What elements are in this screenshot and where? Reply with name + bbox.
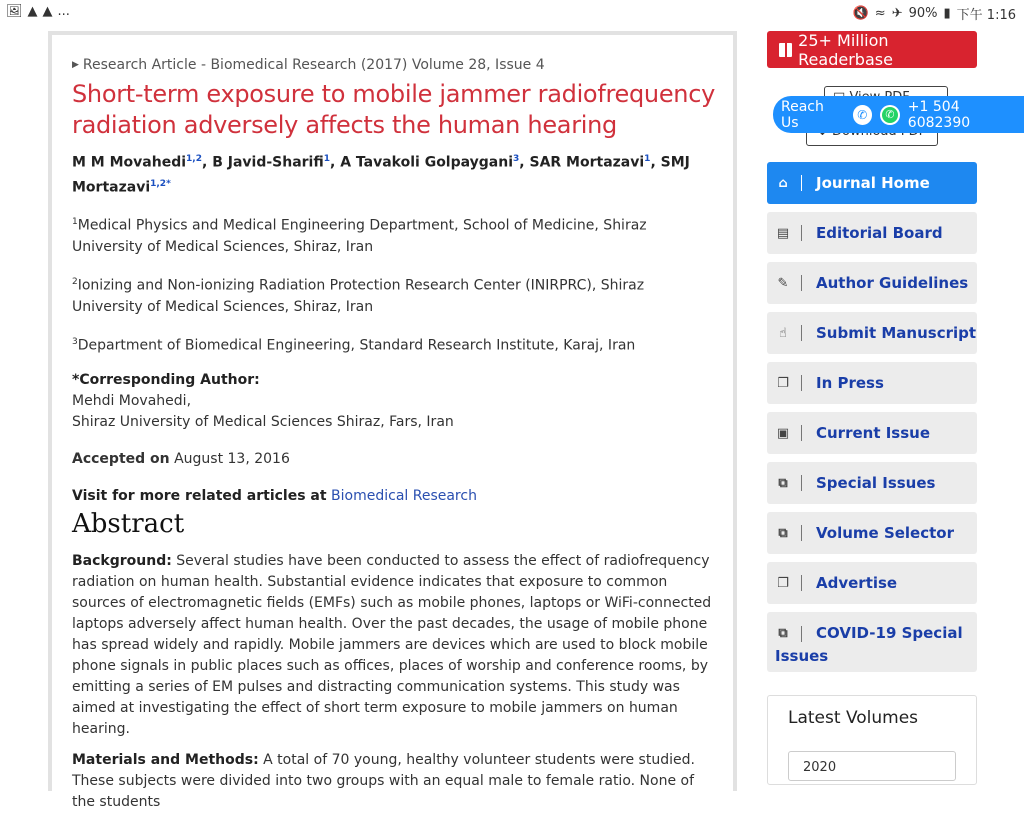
affiliation	[72, 272, 715, 318]
article-content	[72, 57, 715, 813]
status-bar	[0, 0, 1024, 24]
app-notification-icon: ▲	[42, 4, 53, 19]
affiliation-text: Ionizing and Non-ionizing Radiation Protection Research Center (INIRPRC), Shiraz University of Medical Sciences, Shiraz, Iran	[72, 277, 645, 315]
corresponding-author	[72, 370, 715, 433]
mute-icon: 🔇	[852, 6, 869, 21]
airplane-icon: ✈	[891, 6, 903, 21]
accepted-value: August 13, 2016	[174, 451, 290, 468]
reach-us-label: Reach Us	[781, 98, 824, 131]
app-notification-icon: ▲	[27, 4, 38, 19]
clone-icon: ⧉	[778, 475, 788, 491]
nav-separator	[801, 626, 802, 642]
home-icon: ⌂	[778, 175, 788, 191]
methods-text: A total of 70 young, healthy volunteer students were studied. These subjects were divided into two groups with an equal male to female ratio. None of the students	[72, 752, 695, 811]
article-card	[48, 31, 737, 811]
nav-separator	[801, 575, 802, 591]
corresponding-label: *Corresponding Author:	[72, 372, 260, 389]
author-name: M M Movahedi	[72, 154, 187, 171]
readerbase-label: 25+ Million Readerbase	[798, 30, 893, 69]
nav-covid-special-issues[interactable]	[767, 612, 977, 672]
battery-level: 90%	[908, 6, 938, 21]
nav-separator	[801, 525, 802, 541]
accepted-label: Accepted on	[72, 451, 170, 468]
affiliation-text: Department of Biomedical Engineering, Standard Research Institute, Karaj, Iran	[77, 337, 636, 354]
id-card-icon: ▤	[776, 225, 790, 241]
latest-volumes-heading: Latest Volumes	[788, 708, 919, 728]
nav-separator	[801, 275, 802, 291]
affiliation-text: Medical Physics and Medical Engineering Department, School of Medicine, Shiraz University of Medical Sciences, Shiraz, Iran	[72, 217, 647, 255]
phone-icon[interactable]: ✆	[853, 105, 873, 125]
nav-label: Special Issues	[816, 474, 936, 492]
corresponding-address: Shiraz University of Medical Sciences Shiraz, Fars, Iran	[72, 414, 454, 431]
clone-icon: ⧉	[778, 525, 788, 541]
hand-pointer-icon: ☝	[779, 325, 787, 341]
author-name: B Javid-Sharifi	[212, 154, 324, 171]
nav-separator	[801, 225, 802, 241]
phone-number[interactable]: +1 504 6082390	[907, 98, 971, 131]
author-affiliation-ref: 1	[644, 154, 651, 164]
nav-advertise[interactable]	[767, 562, 977, 604]
battery-icon: ▮	[943, 6, 951, 21]
affiliation-number: 2	[72, 276, 78, 287]
affiliation-number: 3	[72, 336, 78, 347]
nav-separator	[801, 375, 802, 391]
abstract-heading: Abstract	[72, 509, 185, 540]
journal-nav	[767, 162, 977, 680]
author-affiliation-ref: 1,2	[186, 154, 202, 164]
breadcrumb	[72, 57, 715, 73]
methods-label: Materials and Methods:	[72, 752, 259, 769]
nav-separator	[801, 325, 802, 341]
gift-icon	[779, 43, 792, 57]
nav-journal-home[interactable]	[767, 162, 977, 204]
volume-select[interactable]: 2020	[788, 751, 956, 781]
author-name: SAR Mortazavi	[529, 154, 645, 171]
copy-icon: ❐	[777, 575, 789, 591]
nav-editorial-board[interactable]	[767, 212, 977, 254]
accepted-date	[72, 449, 715, 470]
nav-volume-selector[interactable]	[767, 512, 977, 554]
nav-label: Journal Home	[816, 174, 930, 192]
author-list: M M Movahedi$^{1,2}$, B Javid-Sharifi$^1$, A Tavakoli Golpaygani$^3$, SAR Mortazavi$^1$, SMJ Mortazavi$^{1,2*}$	[72, 154, 690, 196]
system-status	[853, 4, 1016, 23]
latest-volumes-panel	[767, 695, 977, 785]
affiliation-number: 1	[72, 217, 78, 228]
nav-label: In Press	[816, 374, 884, 392]
corresponding-name: Mehdi Movahedi,	[72, 393, 192, 410]
visit-label: Visit for more related articles at	[72, 488, 327, 505]
nav-label: Submit Manuscript	[816, 324, 977, 342]
author-affiliation-ref: 1	[323, 154, 330, 164]
nav-label: Author Guidelines	[816, 274, 969, 292]
author-affiliation-ref: 3	[513, 154, 520, 164]
related-articles	[72, 486, 715, 507]
breadcrumb-text[interactable]: Research Article - Biomedical Research (2017) Volume 28, Issue 4	[82, 57, 545, 73]
abstract-methods	[72, 750, 715, 813]
nav-label: COVID-19 Special Issues	[775, 624, 963, 665]
wifi-icon: ≈	[874, 6, 886, 21]
nav-label: Editorial Board	[816, 224, 943, 242]
nav-author-guidelines[interactable]	[767, 262, 977, 304]
background-text: Several studies have been conducted to assess the effect of radiofrequency radiation on human health. Substantial evidence indicates that exposure to common sources of electromagnetic fields (EMFs) such as mobile phones, laptops or WiFi-connected laptops adversely affect human health. Over the past decades, the usage of mobile phone has spread widely and rapidly. Mobile jammers are devices which are used to block mobile phone signals in public places such as offices, places of worship and conference rooms, by emitting a series of EM pulses and distracting communication systems. This study was aimed at investigating the effect of short term exposure to mobile jammers on human hearing.	[72, 553, 712, 738]
nav-label: Current Issue	[816, 424, 931, 442]
background-label: Background:	[72, 553, 172, 570]
nav-in-press[interactable]	[767, 362, 977, 404]
affiliation	[72, 212, 715, 258]
nav-label: Volume Selector	[816, 524, 954, 542]
article-title: Short-term exposure to mobile jammer radiofrequency radiation adversely affects the human hearing	[72, 80, 715, 139]
whatsapp-icon[interactable]: ✆	[880, 105, 900, 125]
journal-link[interactable]: Biomedical Research	[331, 488, 477, 505]
caret-right-icon: ▶	[72, 60, 79, 70]
abstract-background	[72, 551, 715, 740]
author-name: SMJ Mortazavi	[72, 154, 690, 196]
notification-icons	[6, 4, 70, 19]
edit-icon: ✎	[777, 275, 789, 291]
clone-icon: ⧉	[778, 626, 788, 641]
nav-separator	[801, 425, 802, 441]
reach-us-widget[interactable]	[773, 96, 1024, 133]
author-affiliation-ref: 1,2*	[150, 178, 171, 189]
nav-separator	[801, 175, 802, 191]
nav-separator	[801, 475, 802, 491]
image-notification-icon: 🖼	[6, 4, 23, 19]
more-notifications: ...	[57, 4, 70, 19]
clipboard-icon: ▣	[776, 425, 790, 441]
nav-current-issue[interactable]	[767, 412, 977, 454]
readerbase-button[interactable]	[767, 31, 977, 68]
author-name: A Tavakoli Golpaygani	[340, 154, 514, 171]
nav-label: Advertise	[816, 574, 898, 592]
nav-submit-manuscript[interactable]	[767, 312, 977, 354]
clock: 下午 1:16	[956, 8, 1016, 23]
affiliation	[72, 332, 715, 357]
nav-special-issues[interactable]	[767, 462, 977, 504]
copy-icon: ❐	[777, 375, 789, 391]
